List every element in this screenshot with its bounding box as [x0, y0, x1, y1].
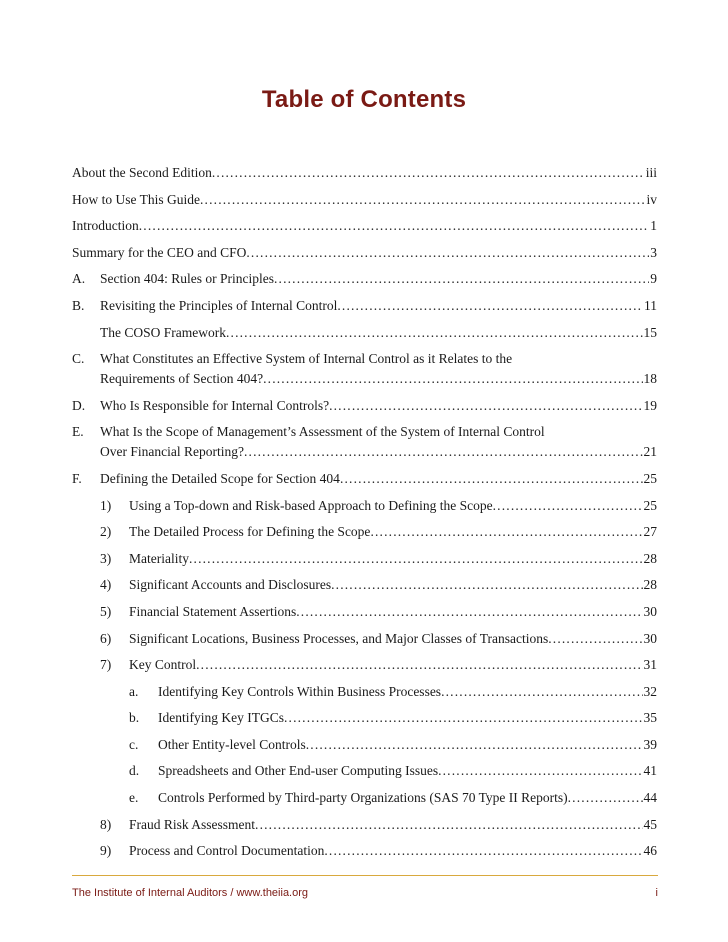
- dot-leader: [340, 469, 643, 489]
- toc-page-number: 44: [643, 790, 657, 806]
- dot-leader: [263, 369, 642, 389]
- toc-marker: E.: [72, 424, 84, 440]
- toc-entry-introduction[interactable]: [72, 216, 657, 236]
- footer-publisher: The Institute of Internal Auditors / www.theiia.org: [72, 887, 309, 899]
- toc-entry-label: What Is the Scope of Management’s Assessment of the System of Internal Control: [100, 424, 545, 440]
- toc-entry-label-continued: Over Financial Reporting?: [100, 444, 244, 460]
- dot-leader: [246, 243, 649, 263]
- toc-marker: D.: [72, 397, 86, 413]
- dot-leader: [296, 602, 642, 622]
- toc-marker: A.: [72, 271, 86, 287]
- toc-page-number: 35: [643, 710, 657, 726]
- toc-entry-section-c[interactable]: [72, 349, 657, 389]
- toc-entry-label: Process and Control Documentation: [129, 843, 325, 859]
- toc-page-number: 41: [643, 763, 657, 779]
- toc-entry-label: About the Second Edition: [72, 165, 212, 180]
- toc-entry-label: Who Is Responsible for Internal Controls?: [100, 397, 330, 413]
- toc-entry-how-to-use[interactable]: [72, 190, 657, 210]
- dot-leader: [196, 655, 642, 675]
- toc-entry-label: The Detailed Process for Defining the Scope: [129, 524, 371, 540]
- toc-entry-f1[interactable]: [72, 496, 657, 516]
- toc-marker: C.: [72, 351, 85, 367]
- toc-entry-section-e[interactable]: [72, 422, 657, 462]
- toc-page-number: 27: [643, 524, 657, 540]
- dot-leader: [441, 682, 642, 702]
- toc-page-number: iv: [646, 191, 657, 207]
- toc-entry-label: Revisiting the Principles of Internal Control: [100, 297, 338, 313]
- toc-entry-f9[interactable]: [72, 841, 657, 861]
- toc-page-number: 39: [643, 736, 657, 752]
- toc-marker: b.: [129, 710, 140, 726]
- toc-entry-label: Materiality: [129, 550, 189, 566]
- toc-entry-f7d[interactable]: [72, 761, 657, 781]
- toc-entry-f7c[interactable]: [72, 735, 657, 755]
- toc-page-number: 18: [643, 371, 657, 387]
- toc-marker: 2): [100, 524, 112, 540]
- toc-entry-label: What Constitutes an Effective System of Internal Control as it Relates to the: [100, 351, 513, 367]
- toc-entry-f6[interactable]: [72, 629, 657, 649]
- toc-entry-label: Significant Locations, Business Processes, and Major Classes of Transactions: [129, 630, 549, 646]
- table-of-contents: [72, 163, 657, 868]
- toc-entry-label: Significant Accounts and Disclosures: [129, 577, 332, 593]
- toc-entry-label: Other Entity-level Controls: [158, 736, 306, 752]
- toc-entry-label: Identifying Key ITGCs: [158, 710, 284, 726]
- toc-entry-label: Identifying Key Controls Within Business Processes: [158, 683, 442, 699]
- toc-page-number: 19: [643, 397, 657, 413]
- toc-entry-label: The COSO Framework: [100, 324, 226, 340]
- toc-entry-label: Using a Top-down and Risk-based Approach to Defining the Scope: [129, 497, 493, 513]
- toc-page-number: 28: [643, 577, 657, 593]
- toc-marker: 8): [100, 816, 112, 832]
- dot-leader: [306, 735, 643, 755]
- toc-entry-coso-framework[interactable]: [72, 323, 657, 343]
- toc-page-number: 45: [643, 816, 657, 832]
- dot-leader: [200, 190, 645, 210]
- toc-entry-f3[interactable]: [72, 549, 657, 569]
- toc-entry-label: Fraud Risk Assessment: [129, 816, 256, 832]
- toc-marker: F.: [72, 470, 82, 486]
- dot-leader: [324, 841, 642, 861]
- toc-entry-about-second-edition[interactable]: [72, 163, 657, 183]
- toc-marker: 7): [100, 657, 112, 673]
- dot-leader: [493, 496, 643, 516]
- toc-marker: 1): [100, 497, 112, 513]
- toc-entry-label: Summary for the CEO and CFO: [72, 244, 247, 260]
- toc-marker: a.: [129, 683, 139, 699]
- toc-entry-label: Spreadsheets and Other End-user Computing Issues: [158, 763, 439, 779]
- toc-marker: 6): [100, 630, 112, 646]
- toc-marker: 5): [100, 603, 112, 619]
- dot-leader: [331, 575, 642, 595]
- toc-entry-section-f[interactable]: [72, 469, 657, 489]
- toc-page-number: iii: [645, 165, 657, 180]
- dot-leader: [255, 815, 642, 835]
- toc-entry-f7e[interactable]: [72, 788, 657, 808]
- toc-entry-f5[interactable]: [72, 602, 657, 622]
- page-title: Table of Contents: [261, 86, 467, 113]
- toc-page-number: 1: [650, 218, 657, 234]
- toc-page-number: 25: [643, 470, 657, 486]
- toc-page-number: 25: [643, 497, 657, 513]
- toc-entry-f4[interactable]: [72, 575, 657, 595]
- dot-leader: [370, 522, 642, 542]
- toc-marker: d.: [129, 763, 140, 779]
- toc-marker: 9): [100, 843, 112, 859]
- footer-divider: [72, 875, 658, 876]
- toc-entry-label: Defining the Detailed Scope for Section 404: [100, 470, 340, 486]
- toc-page-number: 9: [650, 271, 657, 287]
- toc-entry-section-d[interactable]: [72, 396, 657, 416]
- toc-page-number: 3: [650, 244, 657, 260]
- toc-marker: B.: [72, 297, 85, 313]
- toc-entry-section-b[interactable]: [72, 296, 657, 316]
- toc-page-number: 21: [643, 444, 657, 460]
- toc-page-number: 28: [643, 550, 657, 566]
- toc-page-number: 15: [643, 324, 657, 340]
- dot-leader: [226, 323, 643, 343]
- dot-leader: [568, 788, 643, 808]
- toc-entry-label: Introduction: [72, 218, 139, 234]
- toc-page-number: 30: [643, 603, 657, 619]
- dot-leader: [189, 549, 643, 569]
- toc-marker: e.: [129, 790, 139, 806]
- toc-marker: 3): [100, 550, 112, 566]
- toc-entry-f7b[interactable]: [72, 708, 657, 728]
- toc-marker: 4): [100, 577, 112, 593]
- dot-leader: [284, 708, 643, 728]
- toc-page-number: 11: [644, 297, 657, 313]
- toc-page-number: 31: [643, 657, 657, 673]
- footer-page-number: i: [655, 887, 658, 899]
- toc-entry-label: Key Control: [129, 657, 197, 673]
- dot-leader: [548, 629, 642, 649]
- toc-marker: c.: [129, 736, 139, 752]
- dot-leader: [337, 296, 643, 316]
- toc-entry-f7a[interactable]: [72, 682, 657, 702]
- toc-entry-label: How to Use This Guide: [72, 191, 200, 207]
- toc-page-number: 32: [643, 683, 657, 699]
- toc-entry-f7[interactable]: [72, 655, 657, 675]
- dot-leader: [329, 396, 642, 416]
- toc-entry-label: Section 404: Rules or Principles: [100, 271, 274, 287]
- dot-leader: [139, 216, 650, 236]
- toc-entry-f8[interactable]: [72, 815, 657, 835]
- dot-leader: [438, 761, 642, 781]
- dot-leader: [244, 442, 643, 462]
- toc-page-number: 30: [643, 630, 657, 646]
- toc-entry-f2[interactable]: [72, 522, 657, 542]
- toc-entry-label: Controls Performed by Third-party Organizations (SAS 70 Type II Reports): [158, 790, 568, 806]
- toc-entry-summary-ceo-cfo[interactable]: [72, 243, 657, 263]
- toc-entry-section-a[interactable]: [72, 269, 657, 289]
- toc-entry-label-continued: Requirements of Section 404?: [100, 371, 264, 387]
- toc-page-number: 46: [643, 843, 657, 859]
- dot-leader: [274, 269, 649, 289]
- toc-entry-label: Financial Statement Assertions: [129, 603, 297, 619]
- dot-leader: [212, 163, 645, 183]
